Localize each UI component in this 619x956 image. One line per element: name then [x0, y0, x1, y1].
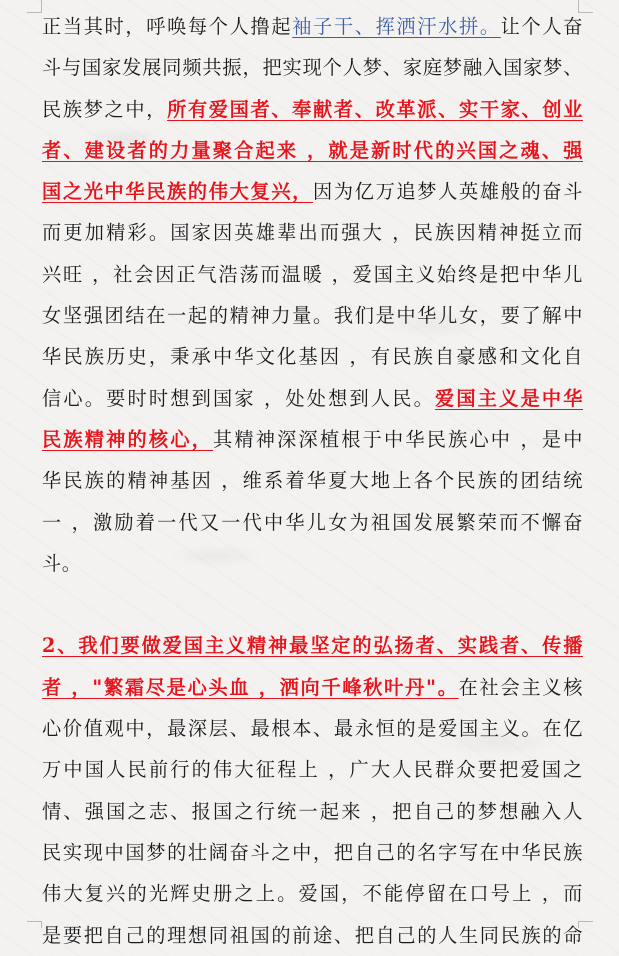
text-line — [42, 254, 583, 295]
text-line — [42, 667, 583, 708]
text-line — [42, 171, 583, 212]
body-text: 民实现中国梦的壮阔奋斗之中，把自己的名字写在中华民族 — [42, 840, 583, 864]
body-text: 斗与国家发展同频共振，把实现个人梦、家庭梦融入国家梦、 — [42, 56, 583, 80]
emphasis-red-text: 者、建设者的力量聚合起来 ，就是新时代的兴国之魂、强 — [42, 138, 583, 162]
text-line — [42, 6, 583, 47]
body-text: 华民族历史，秉承中华文化基因 ，有民族自豪感和文化自 — [42, 345, 583, 369]
text-line — [42, 47, 583, 88]
document-body — [42, 6, 583, 956]
page-corner-mark-top-left — [27, 0, 42, 13]
body-text: 让个人奋 — [500, 15, 584, 38]
text-line — [42, 378, 583, 419]
text-line — [42, 873, 583, 914]
text-line — [42, 212, 583, 253]
body-text: 而更加精彩。国家因英雄辈出而强大 ，民族因精神挺立而 — [42, 221, 583, 245]
body-text: 伟大复兴的光辉史册之上。爱国，不能停留在口号上 ，而 — [42, 882, 583, 906]
emphasis-red-text: 2、我们要做爱国主义精神最坚定的弘扬者、实践者、传播 — [42, 634, 583, 658]
emphasis-red-text: 者 ，"繁霜尽是心头血 ，洒向千峰秋叶丹"。 — [42, 675, 459, 699]
emphasis-red-text: 爱国主义是中华 — [434, 386, 584, 410]
text-line — [42, 89, 583, 130]
body-text: 情、强国之志、报国之行统一起来 ，把自己的梦想融入人 — [42, 799, 583, 823]
text-line — [42, 502, 583, 543]
body-text: 其精神深深植根于中华民族心中 ，是中 — [212, 427, 583, 451]
body-text: 万中国人民前行的伟大征程上 ，广大人民群众要把爱国之 — [42, 758, 583, 782]
text-line — [42, 419, 583, 460]
body-text: 兴旺 ，社会因正气浩荡而温暖 ，爱国主义始终是把中华儿 — [42, 262, 583, 286]
emphasis-red-text: 所有爱国者、奉献者、改革派、实干家、创业 — [167, 97, 583, 121]
body-text: 信心。要时时想到国家 ，处处想到人民。 — [42, 386, 435, 410]
text-line — [42, 295, 583, 336]
body-text: 斗。 — [42, 551, 82, 575]
text-line — [42, 543, 583, 584]
paragraph-spacer — [42, 584, 583, 625]
text-line — [42, 749, 583, 790]
body-text: 心价值观中，最深层、最根本、最永恒的是爱国主义。在亿 — [42, 717, 583, 741]
text-line — [42, 915, 583, 956]
body-text: 是要把自己的理想同祖国的前途、把自己的人生同民族的命 — [42, 923, 583, 947]
body-text: 女坚强团结在一起的精神力量。我们是中华儿女，要了解中 — [42, 304, 583, 328]
emphasis-blue-text: 袖子干、挥洒汗水拼。 — [292, 15, 501, 38]
body-text: 在社会主义核 — [458, 675, 583, 699]
emphasis-red-text: 国之光中华民族的伟大复兴， — [42, 180, 314, 204]
text-line — [42, 791, 583, 832]
text-line — [42, 460, 583, 501]
body-text: 华民族的精神基因 ，维系着华夏大地上各个民族的团结统 — [42, 469, 583, 493]
body-text: 民族梦之中， — [42, 97, 168, 121]
text-line — [42, 336, 583, 377]
text-line — [42, 708, 583, 749]
text-line — [42, 832, 583, 873]
emphasis-red-text: 民族精神的核心， — [42, 427, 213, 451]
body-text: 正当其时，呼唤每个人撸起 — [42, 15, 293, 38]
text-line — [42, 625, 583, 666]
text-line — [42, 130, 583, 171]
body-text: 因为亿万追梦人英雄般的奋斗 — [313, 180, 583, 204]
body-text: 一 ，激励着一代又一代中华儿女为祖国发展繁荣而不懈奋 — [42, 510, 583, 534]
